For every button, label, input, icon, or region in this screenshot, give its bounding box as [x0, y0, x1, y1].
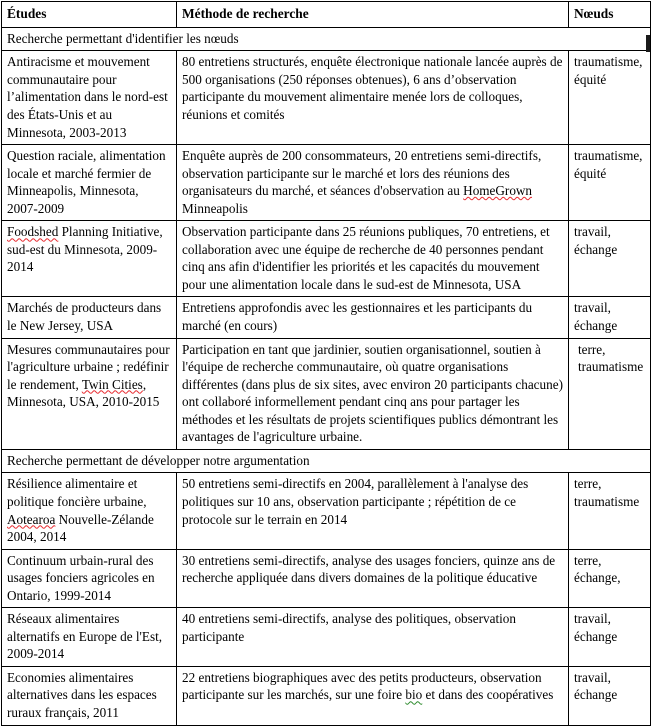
cell-study: Antiracisme et mouvement communautaire pour l’alimentation dans le nord-est des États-Unis et au Minnesota, 2003-2013 [2, 51, 177, 145]
section-heading-2: Recherche permettant de développer notre argumentation [2, 449, 651, 473]
table-row [2, 51, 651, 145]
research-comparison-table [1, 1, 651, 726]
cell-nodes: terre, échange, [569, 549, 651, 608]
table-row [2, 297, 651, 338]
table-header-row [2, 2, 651, 28]
table-row [2, 221, 651, 297]
table-header [2, 2, 651, 28]
table-row [2, 608, 651, 667]
table-row [2, 666, 651, 725]
spellcheck-underline: Aotearoa [7, 511, 56, 527]
cell-nodes: travail, échange [569, 666, 651, 725]
cell-method: Observation participante dans 25 réunions publiques, 70 entretiens, et collaboration avec une équipe de recherche de 40 personnes pendant cinq ans afin d'identifier les priorités et les capacités du mouvement pour une alimentation locale dans le sud-est de Minnesota, USA [177, 221, 569, 297]
grammarcheck-underline: bio [405, 687, 423, 703]
cell-study: Continuum urbain-rural des usages fonciers agricoles en Ontario, 1999-2014 [2, 549, 177, 608]
column-header-method: Méthode de recherche [177, 2, 569, 28]
column-header-nodes: Nœuds [569, 2, 651, 28]
cell-method: 30 entretiens semi-directifs, analyse des usages fonciers, quinze ans de recherche appliquée dans divers domaines de la politique éducative [177, 549, 569, 608]
cell-method: 80 entretiens structurés, enquête électronique nationale lancée auprès de 500 organisations (250 réponses obtenues), 6 ans d’observation participante du mouvement alimentaire menée lors de colloques, réunions et comités [177, 51, 569, 145]
cell-nodes: travail, échange [569, 297, 651, 338]
cell-study: Economies alimentaires alternatives dans les espaces ruraux français, 2011 [2, 666, 177, 725]
document-page [0, 1, 658, 726]
table-body [2, 27, 651, 725]
cell-method: 40 entretiens semi-directifs, analyse des politiques, observation participante [177, 608, 569, 667]
cell-study: Question raciale, alimentation locale et marché fermier de Minneapolis, Minnesota, 2007-2009 [2, 145, 177, 221]
table-row [2, 145, 651, 221]
cell-study: Résilience alimentaire et politique foncière urbaine, Aotearoa Nouvelle-Zélande 2004, 2014 [2, 473, 177, 549]
spellcheck-underline: Foodshed [7, 224, 59, 240]
section-heading-row [2, 449, 651, 473]
column-header-studies: Études [2, 2, 177, 28]
cell-method: 22 entretiens biographiques avec des petits producteurs, observation participante sur les marchés, sur une foire bio et dans des coopératives [177, 666, 569, 725]
table-row [2, 473, 651, 549]
cell-method: 50 entretiens semi-directifs en 2004, parallèlement à l'analyse des politiques sur 10 ans, observation participante ; répétition de ce protocole sur le terrain en 2014 [177, 473, 569, 549]
spellcheck-underline: Twin Cities [81, 376, 143, 392]
section-heading-row [2, 27, 651, 51]
cell-nodes: terre, traumatisme [569, 473, 651, 549]
cell-method: Entretiens approfondis avec les gestionnaires et les participants du marché (en cours) [177, 297, 569, 338]
selection-handle-artifact [646, 35, 650, 52]
research-table-container [0, 1, 650, 726]
cell-nodes: terre, traumatisme [569, 338, 651, 449]
cell-study: Foodshed Planning Initiative, sud-est du Minnesota, 2009-2014 [2, 221, 177, 297]
cell-study: Marchés de producteurs dans le New Jersey, USA [2, 297, 177, 338]
cell-nodes: traumatisme, équité [569, 145, 651, 221]
cell-method: Enquête auprès de 200 consommateurs, 20 entretiens semi-directifs, observation participante sur le marché et lors des réunions des organisateurs du marché, et séances d'observation au HomeGrown Minneapolis [177, 145, 569, 221]
cell-nodes: travail, échange [569, 221, 651, 297]
cell-nodes: travail, échange [569, 608, 651, 667]
table-row [2, 549, 651, 608]
table-row [2, 338, 651, 449]
section-heading-1: Recherche permettant d'identifier les nœuds [2, 27, 651, 51]
cell-study: Mesures communautaires pour l'agriculture urbaine ; redéfinir le rendement, Twin Cities, Minnesota, USA, 2010-2015 [2, 338, 177, 449]
cell-nodes: traumatisme, équité [569, 51, 651, 145]
cell-method: Participation en tant que jardinier, soutien organisationnel, soutien à l'équipe de recherche communautaire, où quatre organisations différentes (dans plus de six sites, avec environ 20 participants chacune) ont collaboré informellement pendant cinq ans pour partager les méthodes et les résultats de projets scientifiques publics démontrant les avantages de l'agriculture urbaine. [177, 338, 569, 449]
cell-study: Réseaux alimentaires alternatifs en Europe de l'Est, 2009-2014 [2, 608, 177, 667]
spellcheck-underline: HomeGrown [463, 183, 533, 199]
